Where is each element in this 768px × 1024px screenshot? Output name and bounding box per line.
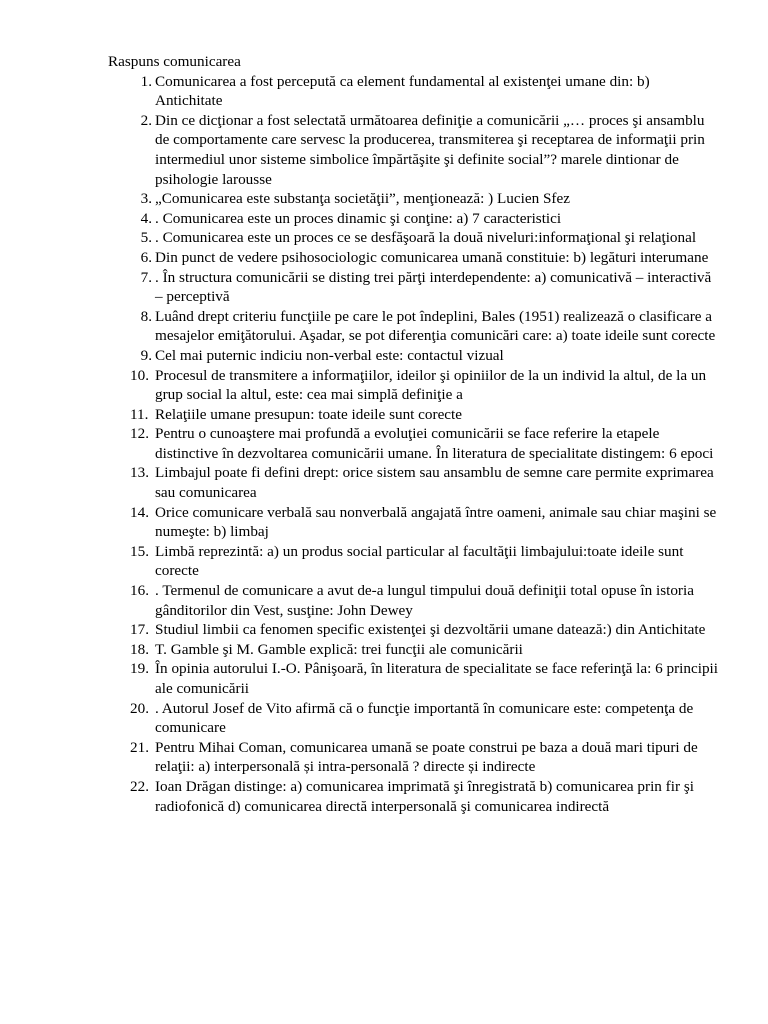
list-item [108, 424, 718, 463]
document-title: Raspuns comunicarea [108, 53, 241, 70]
item-text: „Comunicarea este substanţa societăţii”, menţionează: ) Lucien Sfez [155, 190, 570, 208]
list-item [108, 111, 718, 189]
item-text: În opinia autorului I.-O. Pânişoară, în literatura de specialitate se face referinţă la: 6 principii ale comunicării [155, 660, 718, 697]
list-item [108, 463, 718, 502]
list-item [108, 189, 718, 209]
item-number: 7. [140, 268, 152, 286]
item-number: 9. [140, 346, 152, 364]
item-text: . Termenul de comunicare a avut de-a lungul timpului două definiţii total opuse în istoria gânditorilor din Vest, susţine: John Dewey [155, 582, 694, 619]
item-number: 6. [140, 248, 152, 266]
list-item [108, 659, 718, 698]
item-number: 4. [140, 209, 152, 227]
item-text: Luând drept criteriu funcţiile pe care le pot îndeplini, Bales (1951) realizează o clasificare a mesajelor emiţătorului. Aşadar, se pot diferenţia comunicări care: a) toate ideile sunt corecte [155, 307, 716, 345]
item-number: 3. [140, 190, 152, 208]
item-text: . Autorul Josef de Vito afirmă că o funcţie importantă în comunicare este: competenţa de comunicare [155, 699, 694, 737]
list-item [108, 228, 718, 248]
item-number: 18. [130, 640, 149, 658]
item-number: 16. [130, 582, 149, 600]
list-item [108, 777, 718, 816]
list-item [108, 699, 718, 738]
list-item [108, 640, 718, 660]
item-text: Limbajul poate fi defini drept: orice sistem sau ansamblu de semne care permite exprimarea sau comunicarea [155, 464, 714, 502]
item-number: 14. [130, 503, 149, 521]
list-item [108, 366, 718, 405]
item-text: Procesul de transmitere a informaţiilor, ideilor şi opiniilor de la un individ la altul, de la un grup social la altul, este: cea mai simplă definiţie a [155, 366, 707, 404]
list-item [108, 248, 718, 268]
item-number: 8. [140, 307, 152, 325]
list-item [108, 405, 718, 425]
item-text: Ioan Drăgan distinge: a) comunicarea imprimată şi înregistrată b) comunicarea prin fir şi radiofonică d) comunicarea directă interpersonală şi comunicarea indirectă [155, 777, 694, 815]
item-number: 20. [130, 699, 149, 717]
list-item [108, 72, 718, 111]
list-item [108, 209, 718, 229]
item-text: Orice comunicare verbală sau nonverbală angajată între oameni, animale sau chiar maşini se numeşte: b) limbaj [155, 503, 717, 541]
item-text: T. Gamble şi M. Gamble explică: trei funcţii ale comunicării [155, 640, 523, 658]
item-number: 10. [130, 366, 149, 384]
item-text: . Comunicarea este un proces ce se desfăşoară la două niveluri:informaţional şi relaţional [155, 229, 697, 247]
item-number: 1. [140, 72, 152, 90]
item-text: . Comunicarea este un proces dinamic şi conţine: a) 7 caracteristici [155, 209, 562, 227]
item-text: Relaţiile umane presupun: toate ideile sunt corecte [155, 405, 463, 423]
list-item [108, 307, 718, 346]
item-text: . În structura comunicării se disting trei părţi interdependente: a) comunicativă – interactivă – perceptivă [155, 268, 712, 306]
question-list [108, 72, 718, 817]
item-text: Pentru o cunoaştere mai profundă a evoluţiei comunicării se face referire la etapele distinctive în dezvoltarea comunicării umane. În literatura de specialitate distingem: 6 epoci [155, 425, 714, 462]
list-item [108, 503, 718, 542]
item-text: Pentru Mihai Coman, comunicarea umană se poate construi pe baza a două mari tipuri de relaţii: a) interpersonală și intra-personală ? directe și indirecte [155, 738, 698, 776]
item-number: 21. [130, 738, 149, 756]
item-number: 15. [130, 542, 149, 560]
item-number: 5. [140, 229, 152, 247]
item-number: 22. [130, 777, 149, 795]
item-number: 17. [130, 621, 149, 639]
item-number: 2. [140, 111, 152, 129]
item-number: 12. [130, 425, 149, 443]
list-item [108, 620, 718, 640]
list-item [108, 346, 718, 366]
list-item [108, 542, 718, 581]
item-text: Studiul limbii ca fenomen specific existenţei şi dezvoltării umane datează:) din Antichitate [155, 621, 706, 639]
list-item [108, 738, 718, 777]
item-text: Din ce dicţionar a fost selectată următoarea definiţie a comunicării „… proces şi ansamblu de comportamente care servesc la producerea, transmiterea şi receptarea de informaţii prin intermediul unor sisteme simbolice împărtăşite şi definite social”? marele dintionar de psihologie larousse [155, 111, 705, 188]
item-text: Cel mai puternic indiciu non-verbal este: contactul vizual [155, 346, 504, 364]
item-number: 19. [130, 660, 149, 678]
item-number: 11. [130, 405, 149, 423]
item-number: 13. [130, 464, 149, 482]
item-text: Din punct de vedere psihosociologic comunicarea umană constituie: b) legături interumane [155, 248, 709, 266]
item-text: Comunicarea a fost percepută ca element fundamental al existenţei umane din: b) Antichitate [155, 72, 650, 110]
list-item [108, 268, 718, 307]
item-text: Limbă reprezintă: a) un produs social particular al facultăţii limbajului:toate ideile sunt corecte [155, 542, 684, 580]
list-item [108, 581, 718, 620]
